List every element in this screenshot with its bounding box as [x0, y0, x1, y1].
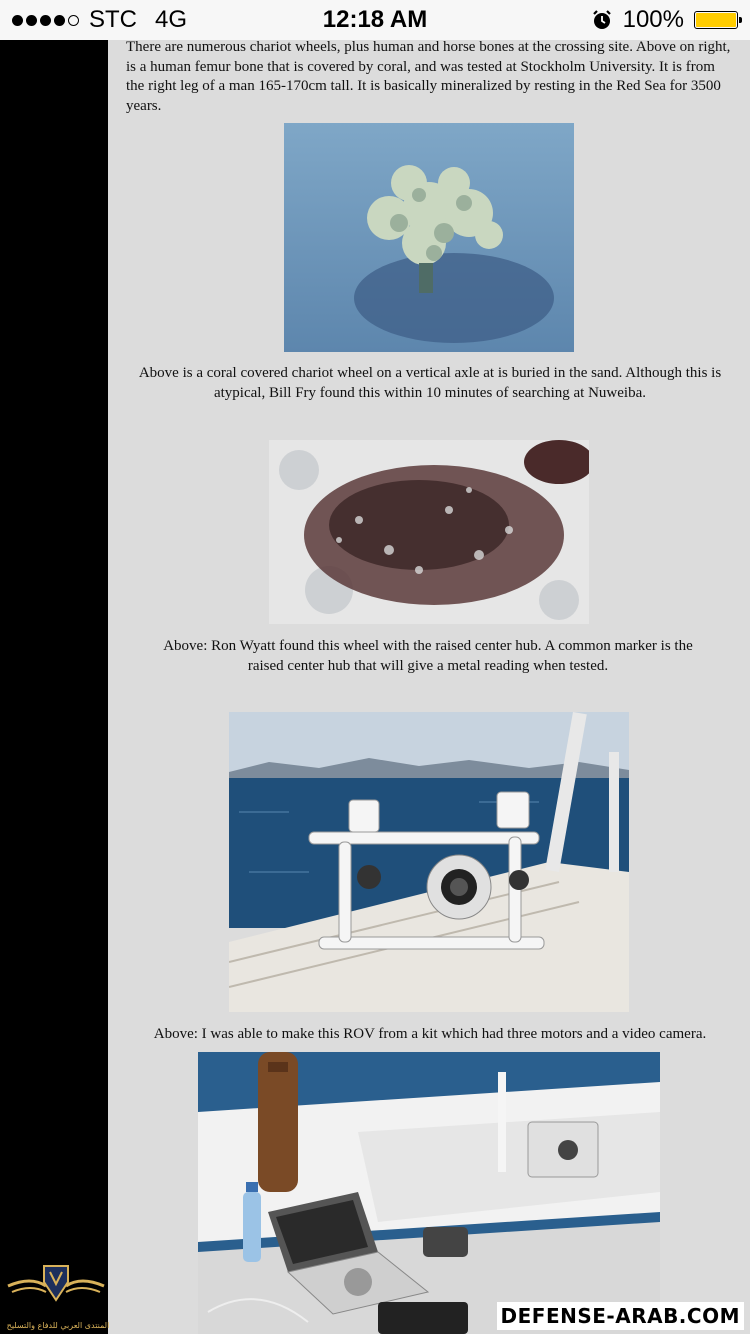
raised-hub-caption: Above: Ron Wyatt found this wheel with the raised center hub. A common marker is the raised center hub that will give a metal reading when tested.: [163, 638, 693, 674]
status-bar: [0, 0, 750, 40]
shield-wings-logo-icon: [6, 1262, 106, 1318]
rov-caption: Above: I was able to make this ROV from a kit which had three motors and a video camera.: [153, 1026, 707, 1042]
left-black-margin: [0, 40, 108, 1334]
intro-paragraph: There are numerous chariot wheels, plus human and horse bones at the crossing site. Above on right, is a human femur bone that is covered by coral, and was tested at Stockholm University. It is from the right leg of a man 165-170cm tall. It is basically mineralized by resting in the Red Sea for 3500 years.: [126, 40, 731, 114]
rov-on-boat-photo: [229, 712, 629, 1012]
forum-logo: [6, 1262, 110, 1332]
clock: 12:18 AM: [322, 6, 428, 33]
raised-hub-wheel-photo: [269, 440, 589, 624]
forum-logo-caption: المنتدى العربي للدفاع والتسليح: [6, 1321, 110, 1330]
network-type: 4G: [155, 6, 188, 33]
site-watermark: DEFENSE-ARAB.COM: [497, 1302, 744, 1330]
alarm-icon: [591, 9, 613, 31]
coral-wheel-photo: [284, 123, 574, 352]
carrier-name: STC: [89, 6, 137, 33]
status-right: [591, 6, 738, 34]
coral-wheel-caption: Above is a coral covered chariot wheel on a vertical axle at is buried in the sand. Although this is atypical, Bill Fry found this within 10 minutes of searching at Nuweiba.: [138, 365, 722, 401]
battery-icon: [694, 11, 738, 29]
battery-percentage: 100%: [622, 6, 684, 33]
article-content[interactable]: [108, 40, 750, 1334]
laptop-on-boat-photo: [198, 1052, 660, 1334]
